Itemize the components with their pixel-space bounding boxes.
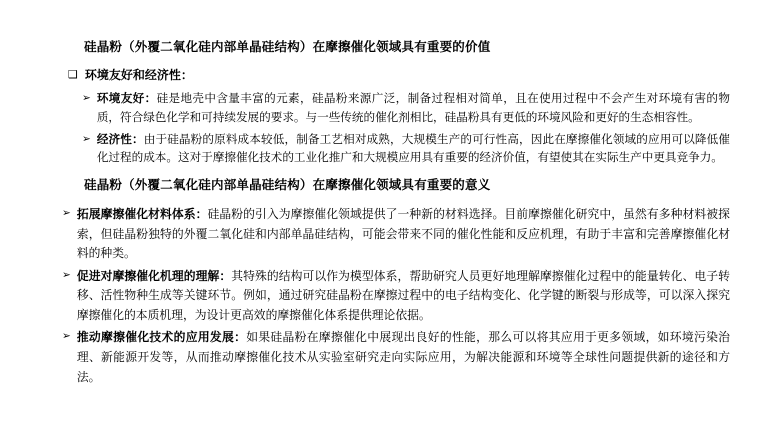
list-item: [26, 205, 754, 264]
list-item: [26, 267, 754, 326]
list-item-label: 环境友好: [96, 92, 145, 106]
list-item-body: 硅晶粉的引入为摩擦催化领域提供了一种新的材料选择。目前摩擦催化研究中，虽然有多种材料被探索，但硅晶粉独特的外覆二氧化硅和内部单晶硅结构，可能会带来不同的催化性能和反应机理，有助于丰富和完善摩擦催化材料的种类。: [76, 207, 730, 261]
arrow-bullet-icon: ➢: [82, 132, 91, 145]
arrow-bullet-icon: ➢: [82, 92, 91, 105]
list-item: [26, 131, 754, 169]
list-item-text: 推动摩擦催化技术的应用发展：如果硅晶粉在摩擦催化中展现出良好的性能，那么可以将其应用于更多领域，如环境污染治理、新能源开发等，从而推动摩擦催化技术从实验室研究走向实际应用，为解决能源和环境等全球性问题提供新的途径和方法。: [76, 330, 730, 384]
list-item-label: 推动摩擦催化技术的应用发展: [76, 330, 235, 345]
section2-bullet-list: [26, 205, 754, 387]
section-title-text: 环境友好和经济性：: [84, 67, 193, 82]
arrow-bullet-icon: ➢: [62, 207, 71, 220]
arrow-bullet-icon: ➢: [62, 330, 71, 343]
list-item-body: 其特殊的结构可以作为模型体系，帮助研究人员更好地理解摩擦催化过程中的能量转化、电子转移、活性物种生成等关键环节。例如，通过研究硅晶粉在摩擦过程中的电子结构变化、化学键的断裂与形成等，可以深入探究摩擦催化的本质机理，为设计更高效的摩擦催化体系提供理论依据。: [76, 268, 730, 322]
list-item: [26, 90, 754, 128]
square-bullet-icon: ❑: [68, 67, 78, 81]
list-item-label: 拓展摩擦催化材料体系: [76, 207, 196, 222]
list-item-body: 由于硅晶粉的原料成本较低，制备工艺相对成熟，大规模生产的可行性高，因此在摩擦催化领域的应用可以降低催化过程的成本。这对于摩擦催化技术的工业化推广和大规模应用具有重要的经济价值，有望使其在实际生产中更具竞争力。: [96, 132, 730, 165]
page-title-2: 硅晶粉（外覆二氧化硅内部单晶硅结构）在摩擦催化领域具有重要的意义: [84, 178, 491, 193]
arrow-bullet-icon: ➢: [62, 268, 71, 281]
section1-bullet-list: [26, 90, 754, 168]
list-item-body: 硅是地壳中含量丰富的元素，硅晶粉来源广泛，制备过程相对简单，且在使用过程中不会产生对环境有害的物质，符合绿色化学和可持续发展的要求。与一些传统的催化剂相比，硅晶粉具有更低的环境风险和更好的生态相容性。: [96, 92, 730, 124]
section-header-environment: [26, 67, 754, 84]
list-item: [26, 328, 754, 387]
list-item-text: 环境友好：硅是地壳中含量丰富的元素，硅晶粉来源广泛，制备过程相对简单，且在使用过程中不会产生对环境有害的物质，符合绿色化学和可持续发展的要求。与一些传统的催化剂相比，硅晶粉具有更低的环境风险和更好的生态相容性。: [96, 92, 730, 124]
list-item-label: 促进对摩擦催化机理的理解: [76, 268, 220, 283]
page-title-1: 硅晶粉（外覆二氧化硅内部单晶硅结构）在摩擦催化领域具有重要的价值: [84, 40, 491, 54]
list-item-text: 经济性：由于硅晶粉的原料成本较低，制备工艺相对成熟，大规模生产的可行性高，因此在摩擦催化领域的应用可以降低催化过程的成本。这对于摩擦催化技术的工业化推广和大规模应用具有重要的经济价值，有望使其在实际生产中更具竞争力。: [96, 132, 730, 165]
list-item-text: 拓展摩擦催化材料体系：硅晶粉的引入为摩擦催化领域提供了一种新的材料选择。目前摩擦催化研究中，虽然有多种材料被探索，但硅晶粉独特的外覆二氧化硅和内部单晶硅结构，可能会带来不同的催化性能和反应机理，有助于丰富和完善摩擦催化材料的种类。: [76, 207, 730, 261]
list-item-body: 如果硅晶粉在摩擦催化中展现出良好的性能，那么可以将其应用于更多领域，如环境污染治理、新能源开发等，从而推动摩擦催化技术从实验室研究走向实际应用，为解决能源和环境等全球性问题提供新的途径和方法。: [76, 330, 730, 384]
list-item-label: 经济性: [96, 132, 132, 146]
list-item-text: 促进对摩擦催化机理的理解：其特殊的结构可以作为模型体系，帮助研究人员更好地理解摩擦催化过程中的能量转化、电子转移、活性物种生成等关键环节。例如，通过研究硅晶粉在摩擦过程中的电子结构变化、化学键的断裂与形成等，可以深入探究摩擦催化的本质机理，为设计更高效的摩擦催化体系提供理论依据。: [76, 268, 730, 322]
